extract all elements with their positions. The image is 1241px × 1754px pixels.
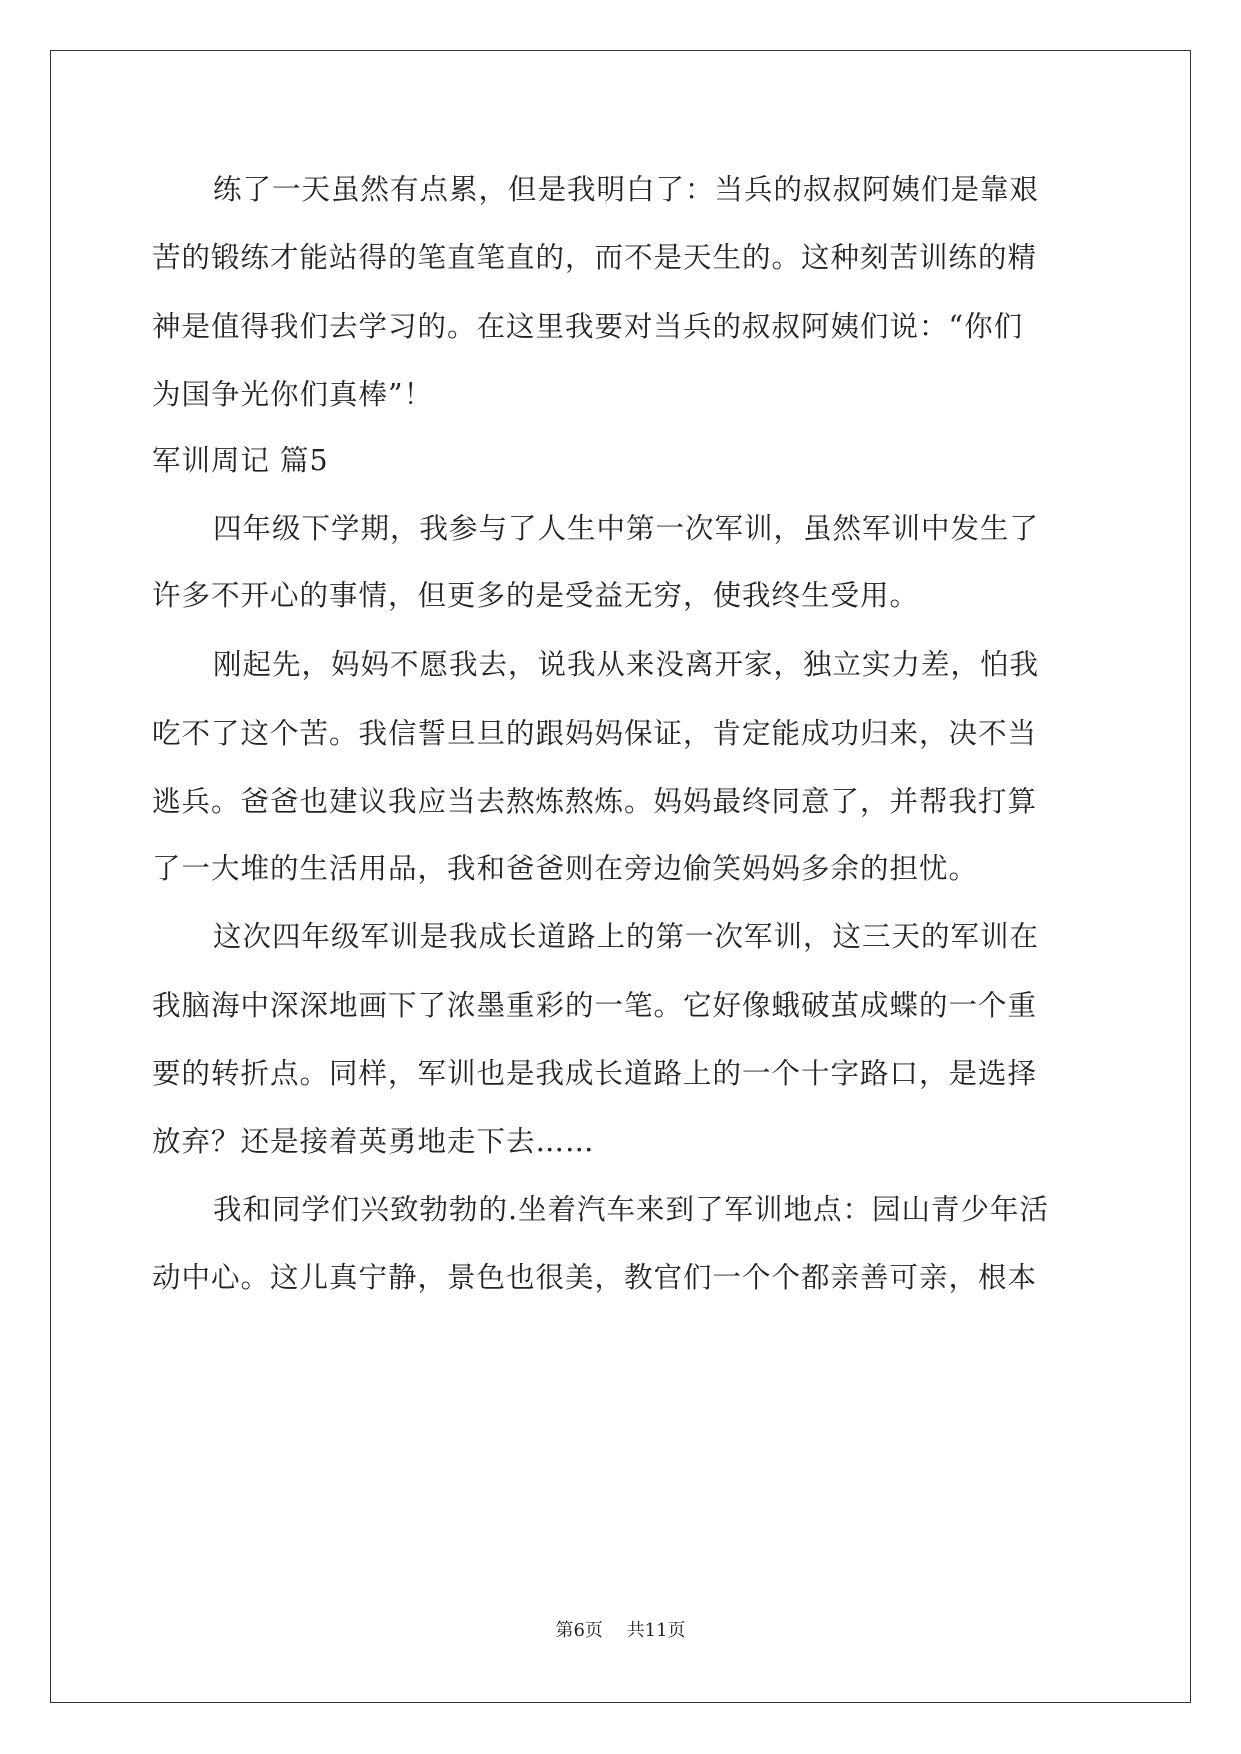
text-line: 放弃？还是接着英勇地走下去…… — [152, 1125, 595, 1158]
text-line: 动中心。这儿真宁静，景色也很美，教官们一个个都亲善可亲，根本 — [152, 1261, 1038, 1294]
text-line: 逃兵。爸爸也建议我应当去熬炼熬炼。妈妈最终同意了，并帮我打算 — [152, 785, 1038, 818]
text-line: 苦的锻练才能站得的笔直笔直的，而不是天生的。这种刻苦训练的精 — [152, 241, 1038, 274]
text-line: 吃不了这个苦。我信誓旦旦的跟妈妈保证，肯定能成功归来，决不当 — [152, 717, 1038, 750]
text-line: 刚起先，妈妈不愿我去，说我从来没离开家，独立实力差，怕我 — [213, 648, 1040, 681]
page-total: 共11页 — [626, 1620, 686, 1641]
page-number: 第6页 — [555, 1620, 603, 1641]
page-footer — [0, 1616, 1241, 1642]
text-line: 神是值得我们去学习的。在这里我要对当兵的叔叔阿姨们说：“你们 — [152, 310, 1024, 343]
text-line: 我和同学们兴致勃勃的.坐着汽车来到了军训地点：园山青少年活 — [213, 1193, 1050, 1226]
text-line: 了一大堆的生活用品，我和爸爸则在旁边偷笑妈妈多余的担忧。 — [152, 852, 979, 885]
text-line: 为国争光你们真棒”！ — [152, 378, 434, 411]
text-line: 这次四年级军训是我成长道路上的第一次军训，这三天的军训在 — [213, 920, 1040, 953]
text-line: 我脑海中深深地画下了浓墨重彩的一笔。它好像蛾破茧成蝶的一个重 — [152, 989, 1038, 1022]
section-heading: 军训周记 篇5 — [152, 444, 329, 477]
text-line: 练了一天虽然有点累，但是我明白了：当兵的叔叔阿姨们是靠艰 — [213, 173, 1040, 206]
text-line: 四年级下学期，我参与了人生中第一次军训，虽然军训中发生了 — [213, 512, 1040, 545]
text-line: 许多不开心的事情，但更多的是受益无穷，使我终生受用。 — [152, 579, 920, 612]
text-line: 要的转折点。同样，军训也是我成长道路上的一个十字路口，是选择 — [152, 1057, 1038, 1090]
